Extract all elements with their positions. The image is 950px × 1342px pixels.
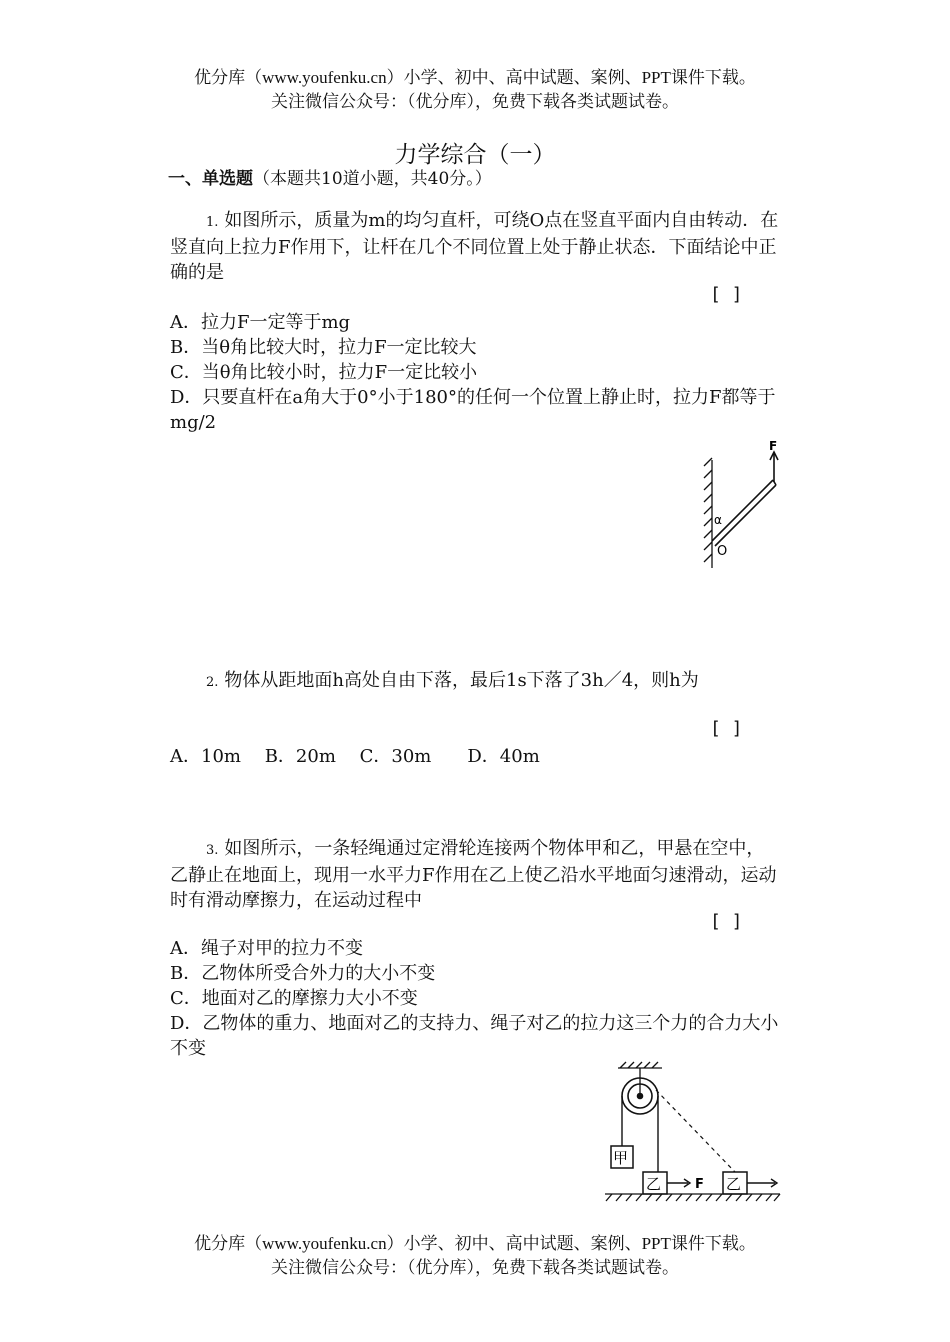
option-b: B．当θ角比较大时，拉力F一定比较大	[170, 337, 477, 358]
pulley	[622, 1078, 658, 1114]
option-a: A．绳子对甲的拉力不变	[170, 938, 363, 959]
rope-dashed	[656, 1090, 735, 1172]
option-a: A．拉力F一定等于mg	[170, 312, 351, 333]
option-c: C．地面对乙的摩擦力大小不变	[170, 988, 418, 1009]
question-number: 2.	[206, 675, 219, 690]
force-arrow	[770, 452, 778, 482]
options-line: A．10m B．20m C．30m D．40m	[170, 746, 540, 767]
section-note: （本题共10道小题，共40分。）	[253, 169, 492, 189]
question-stem: 物体从距地面h高处自由下落，最后1s下落了3h／4，则h为	[224, 670, 699, 691]
pivot-label: O	[717, 544, 728, 559]
block-yi-moved-label: 乙	[726, 1175, 742, 1193]
block-yi-label: 乙	[646, 1175, 662, 1193]
question-1	[170, 208, 782, 285]
force-label: F	[695, 1177, 704, 1192]
wall-hatching	[704, 458, 712, 568]
pulley-figure	[600, 1060, 785, 1210]
answer-bracket: [ ]	[710, 911, 743, 932]
question-stem: 如图所示，质量为m的均匀直杆，可绕O点在竖直平面内自由转动．在竖直向上拉力F作用下，让杆在几个不同位置上处于静止状态．下面结论中正确的是	[170, 210, 779, 283]
ground-hatching	[605, 1194, 780, 1201]
footer-line-1: 优分库（www.youfenku.cn）小学、初中、高中试题、案例、PPT课件下载。	[194, 1234, 756, 1253]
option-d: D．只要直杆在a角大于0°小于180°的任何一个位置上静止时，拉力F都等于mg/2	[170, 387, 776, 433]
header-line-2: 关注微信公众号：（优分库），免费下载各类试题试卷。	[271, 92, 679, 111]
force-label: F	[769, 439, 778, 453]
section-label: 一、单选题	[168, 169, 253, 189]
question-stem: 如图所示，一条轻绳通过定滑轮连接两个物体甲和乙，甲悬在空中，乙静止在地面上，现用一水平力F作用在乙上使乙沿水平地面匀速滑动，运动时有滑动摩擦力，在运动过程中	[170, 838, 777, 911]
question-2	[170, 668, 782, 695]
option-c: C．当θ角比较小时，拉力F一定比较小	[170, 362, 478, 383]
option-d: D．乙物体的重力、地面对乙的支持力、绳子对乙的拉力这三个力的合力大小不变	[170, 1013, 779, 1059]
question-3	[170, 836, 782, 913]
question-number: 1.	[206, 215, 219, 230]
angle-label: α	[714, 513, 722, 527]
rod-figure	[695, 438, 790, 573]
option-b: B．乙物体所受合外力的大小不变	[170, 963, 436, 984]
ceiling-hatching	[618, 1062, 662, 1068]
footer-line-2: 关注微信公众号：（优分库），免费下载各类试题试卷。	[271, 1258, 679, 1277]
header-line-1: 优分库（www.youfenku.cn）小学、初中、高中试题、案例、PPT课件下载。	[194, 68, 756, 87]
answer-bracket: [ ]	[710, 718, 743, 739]
section-heading	[168, 164, 492, 189]
question-number: 3.	[206, 843, 219, 858]
block-jia-label: 甲	[613, 1149, 629, 1167]
page-title: 力学综合（一）	[394, 142, 556, 168]
answer-bracket: [ ]	[710, 284, 743, 305]
